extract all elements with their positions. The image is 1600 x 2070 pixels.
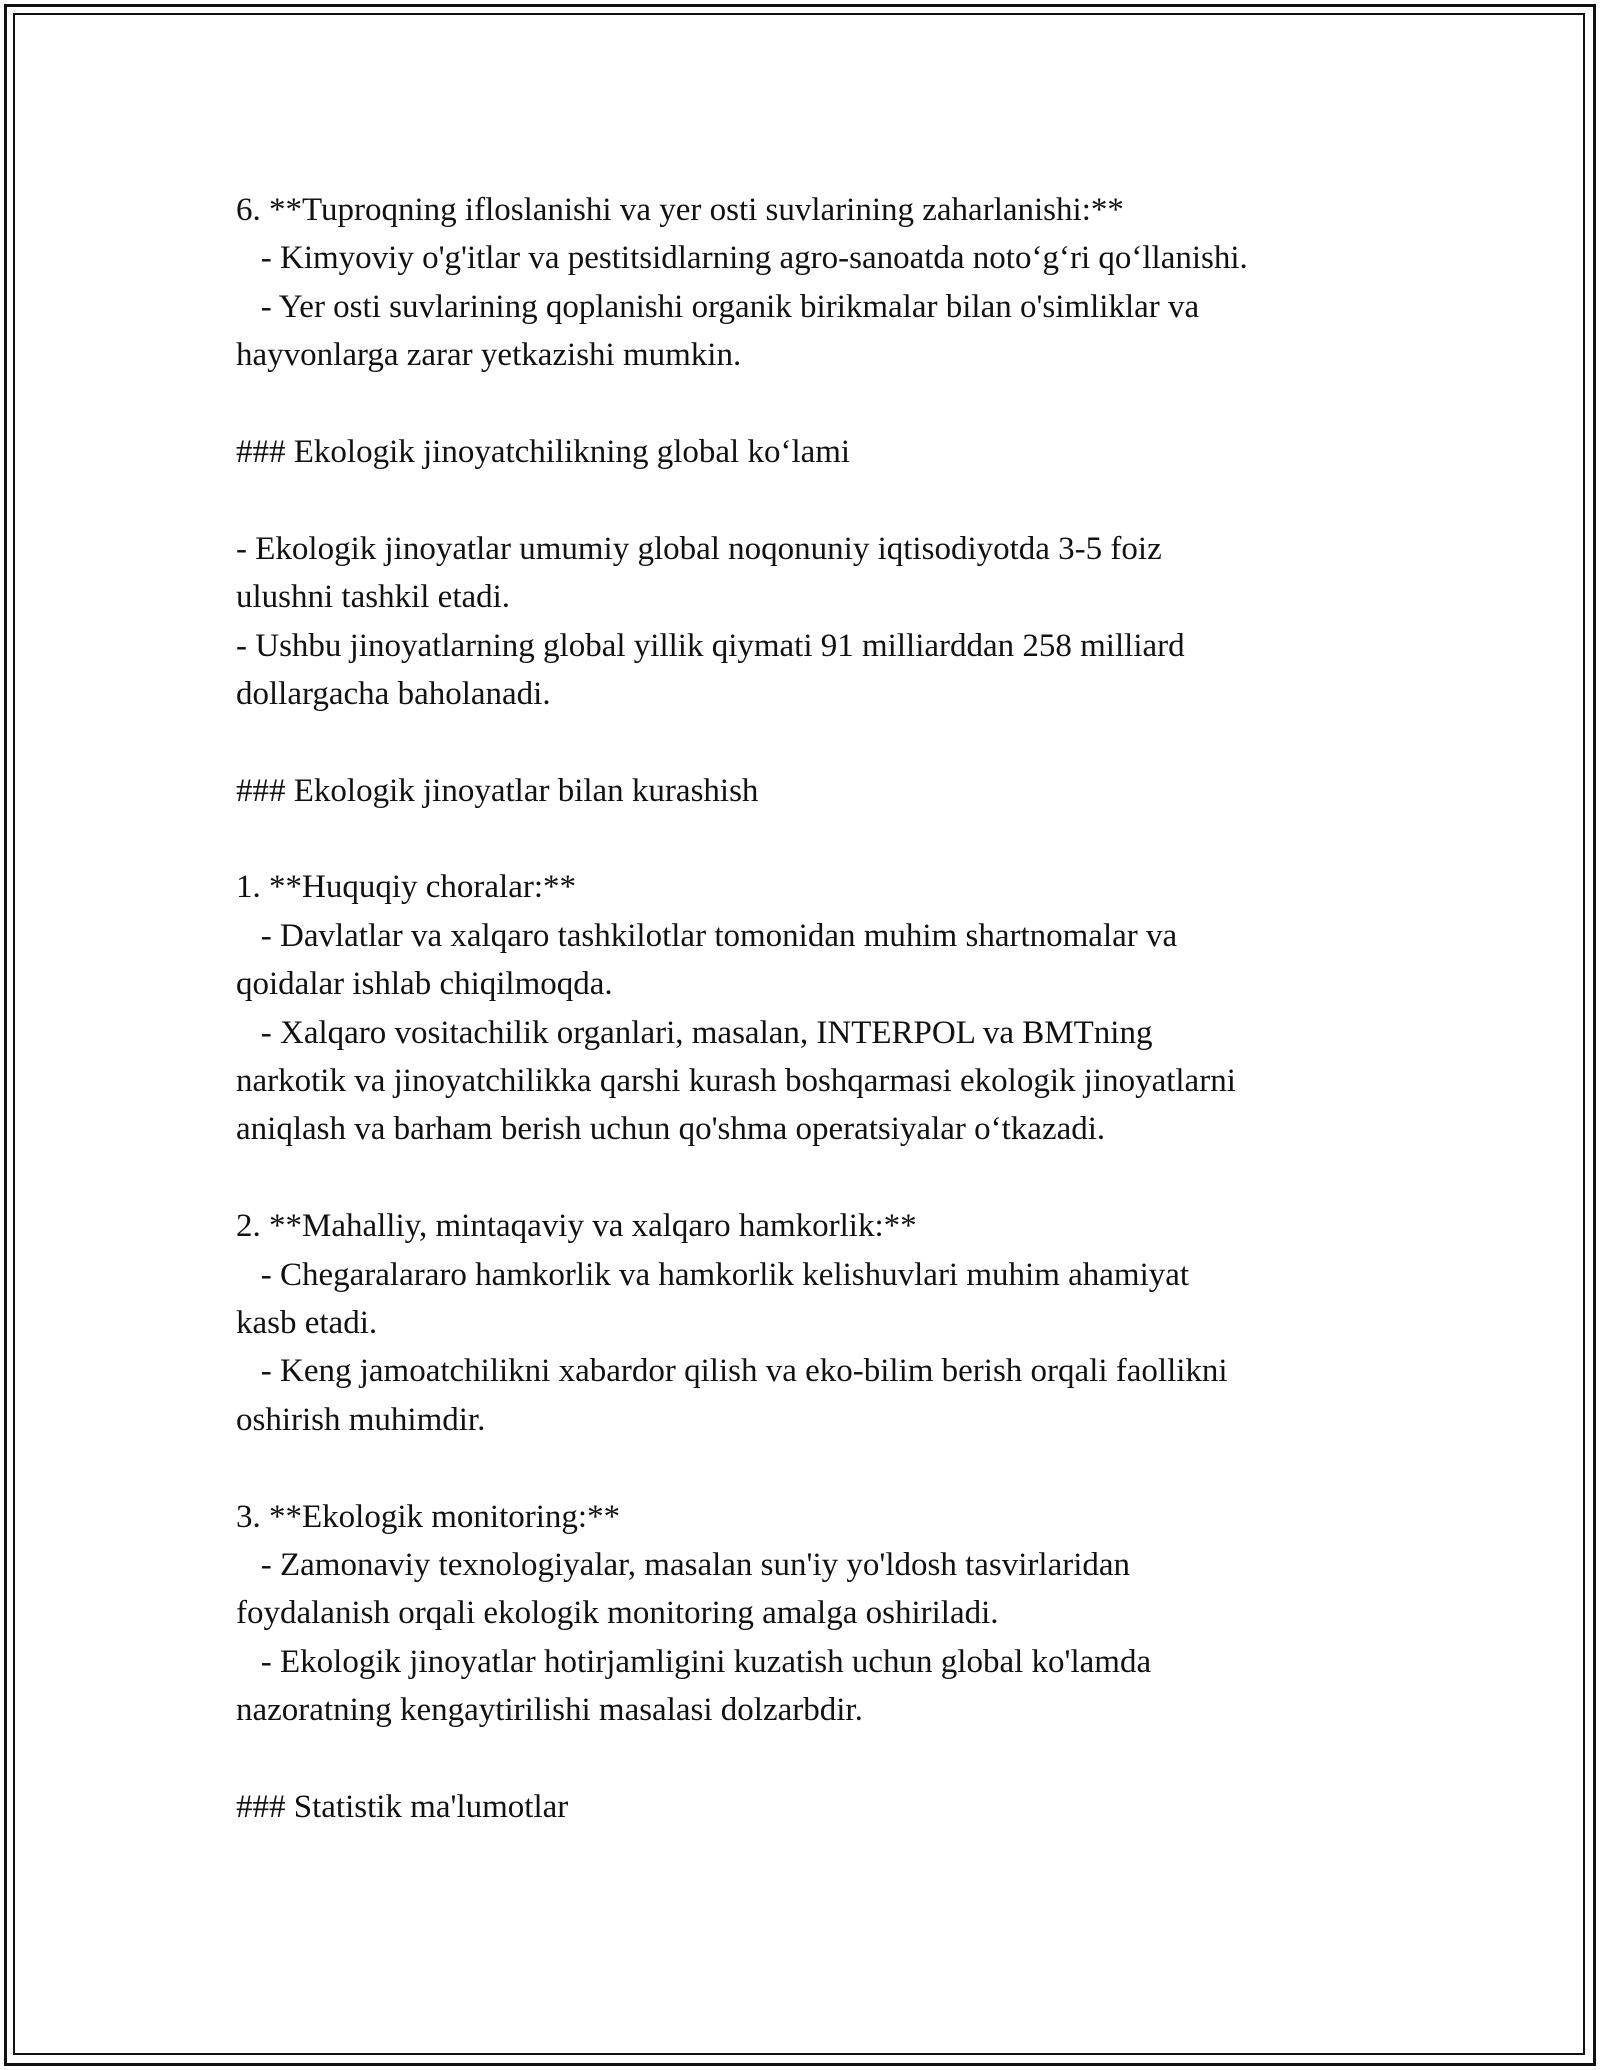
bullet-share: - Ekologik jinoyatlar umumiy global noqonuniy iqtisodiyotda 3-5 foiz (236, 530, 1162, 567)
section-heading-combat: ### Ekologik jinoyatlar bilan kurashish (236, 772, 759, 809)
bullet-awareness: - Keng jamoatchilikni xabardor qilish va eko-bilim berish orqali faollikni (236, 1353, 1228, 1390)
blank-line (236, 476, 1386, 524)
bullet-interpol: - Xalqaro vositachilik organlari, masalan, INTERPOL va BMTning (236, 1014, 1153, 1051)
list-item-heading-6: 6. **Tuproqning ifloslanishi va yer osti suvlarining zaharlanishi:** (236, 192, 1124, 228)
bullet-cross-border-cont: kasb etadi. (236, 1304, 378, 1341)
bullet-interpol-cont-2: aniqlash va barham berish uchun qo'shma operatsiyalar o‘tkazadi. (236, 1111, 1106, 1148)
bullet-satellite: - Zamonaviy texnologiyalar, masalan sun'iy yo'ldosh tasvirlaridan (236, 1546, 1131, 1583)
section-heading-global-scale: ### Ekologik jinoyatchilikning global ko‘lami (236, 433, 851, 470)
bullet-interpol-cont-1: narkotik va jinoyatchilikka qarshi kurash boshqarmasi ekologik jinoyatlarni (236, 1063, 1236, 1100)
list-item-heading-2: 2. **Mahalliy, mintaqaviy va xalqaro hamkorlik:** (236, 1208, 917, 1245)
bullet-annual-value-cont: dollargacha baholanadi. (236, 675, 551, 712)
blank-line (236, 1444, 1386, 1492)
bullet-oversight-cont: nazoratning kengaytirilishi masalasi dolzarbdir. (236, 1692, 863, 1729)
blank-line (236, 1735, 1386, 1783)
blank-line (236, 718, 1386, 766)
blank-line (236, 380, 1386, 428)
bullet-agreements-cont: qoidalar ishlab chiqilmoqda. (236, 966, 613, 1003)
bullet-fertilizers: - Kimyoviy o'g'itlar va pestitsidlarning agro-sanoatda noto‘g‘ri qo‘llanishi. (236, 240, 1248, 277)
bullet-annual-value: - Ushbu jinoyatlarning global yillik qiymati 91 milliarddan 258 milliard (236, 627, 1185, 664)
bullet-oversight: - Ekologik jinoyatlar hotirjamligini kuzatish uchun global ko'lamda (236, 1643, 1152, 1680)
section-heading-statistics: ### Statistik ma'lumotlar (236, 1788, 569, 1825)
blank-line (236, 1154, 1386, 1202)
bullet-awareness-cont: oshirish muhimdir. (236, 1401, 486, 1438)
blank-line (236, 815, 1386, 863)
document-body (236, 186, 1386, 1831)
bullet-cross-border: - Chegaralararo hamkorlik va hamkorlik kelishuvlari muhim ahamiyat (236, 1256, 1190, 1293)
bullet-share-cont: ulushni tashkil etadi. (236, 579, 511, 616)
list-item-heading-3: 3. **Ekologik monitoring:** (236, 1498, 621, 1535)
bullet-groundwater: - Yer osti suvlarining qoplanishi organik birikmalar bilan o'simliklar va (236, 288, 1200, 325)
bullet-groundwater-cont: hayvonlarga zarar yetkazishi mumkin. (236, 337, 742, 374)
bullet-satellite-cont: foydalanish orqali ekologik monitoring amalga oshiriladi. (236, 1595, 999, 1632)
bullet-agreements: - Davlatlar va xalqaro tashkilotlar tomonidan muhim shartnomalar va (236, 917, 1178, 954)
list-item-heading-1: 1. **Huquqiy choralar:** (236, 869, 577, 906)
